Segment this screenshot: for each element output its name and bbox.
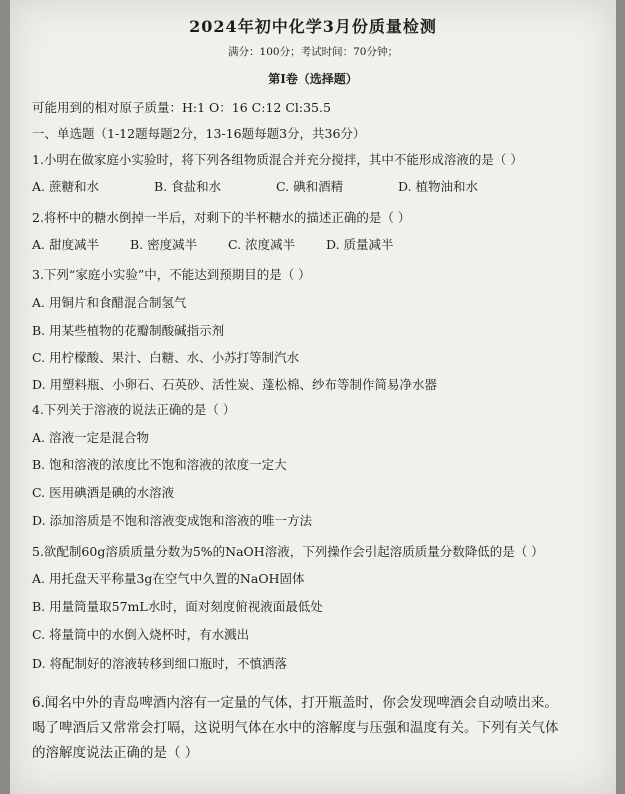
exam-paper [10, 0, 616, 794]
question-4-option-c: C. 医用碘酒是碘的水溶液 [32, 485, 175, 500]
section-heading: 一、单选题（1-12题每题2分，13-16题每题3分，共36分） [32, 126, 366, 141]
option-c: C. 碘和酒精 [276, 179, 344, 194]
question-4-stem: 4.下列关于溶液的说法正确的是（ ） [32, 402, 236, 417]
question-2-options [32, 235, 394, 253]
question-5-option-c: C. 将量筒中的水倒入烧杯时，有水溅出 [32, 627, 250, 642]
question-3-stem: 3.下列“家庭小实验”中，不能达到预期目的是（ ） [32, 267, 311, 282]
question-6-line-1: 6.闻名中外的青岛啤酒内溶有一定量的气体，打开瓶盖时，你会发现啤酒会自动喷出来。 [32, 695, 558, 711]
option-a: A. 甜度减半 [32, 237, 99, 252]
option-c: C. 浓度减半 [228, 237, 296, 252]
question-1-options [32, 177, 478, 195]
question-3-option-b: B. 用某些植物的花瓣制酸碱指示剂 [32, 323, 225, 338]
atomic-masses: 可能用到的相对原子质量：H:1 O：16 C:12 Cl:35.5 [32, 100, 331, 115]
option-b: B. 密度减半 [130, 237, 198, 252]
question-4-option-a: A. 溶液一定是混合物 [32, 430, 149, 445]
exam-title: 2024年初中化学3月份质量检测 [189, 17, 437, 36]
question-6-line-3: 的溶解度说法正确的是（ ） [32, 745, 199, 761]
question-3-option-d: D. 用塑料瓶、小卵石、石英砂、活性炭、蓬松棉、纱布等制作简易净水器 [32, 377, 438, 392]
question-6-line-2: 喝了啤酒后又常常会打嗝，这说明气体在水中的溶解度与压强和温度有关。下列有关气体 [32, 720, 559, 736]
question-5-option-b: B. 用量筒量取57mL水时，面对刻度俯视液面最低处 [32, 599, 323, 614]
question-5-stem: 5.欲配制60g溶质质量分数为5%的NaOH溶液，下列操作会引起溶质质量分数降低的是（ ） [32, 544, 544, 559]
question-5-option-d: D. 将配制好的溶液转移到细口瓶时，不慎洒落 [32, 656, 288, 671]
option-d: D. 质量减半 [326, 237, 394, 252]
option-b: B. 食盐和水 [154, 179, 222, 194]
exam-subtitle: 满分：100分；考试时间：70分钟； [228, 46, 398, 58]
question-5-option-a: A. 用托盘天平称量3g在空气中久置的NaOH固体 [32, 571, 305, 586]
volume-heading: 第Ⅰ卷（选择题） [268, 72, 358, 86]
question-4-option-b: B. 饱和溶液的浓度比不饱和溶液的浓度一定大 [32, 457, 287, 472]
option-a: A. 蔗糖和水 [32, 179, 99, 194]
question-1-stem: 1.小明在做家庭小实验时，将下列各组物质混合并充分搅拌，其中不能形成溶液的是（ ） [32, 152, 523, 167]
question-3-option-a: A. 用铜片和食醋混合制氢气 [32, 295, 187, 310]
question-2-stem: 2.将杯中的糖水倒掉一半后，对剩下的半杯糖水的描述正确的是（ ） [32, 210, 411, 225]
question-4-option-d: D. 添加溶质是不饱和溶液变成饱和溶液的唯一方法 [32, 513, 313, 528]
option-d: D. 植物油和水 [398, 179, 479, 194]
question-3-option-c: C. 用柠檬酸、果汁、白糖、水、小苏打等制汽水 [32, 350, 300, 365]
